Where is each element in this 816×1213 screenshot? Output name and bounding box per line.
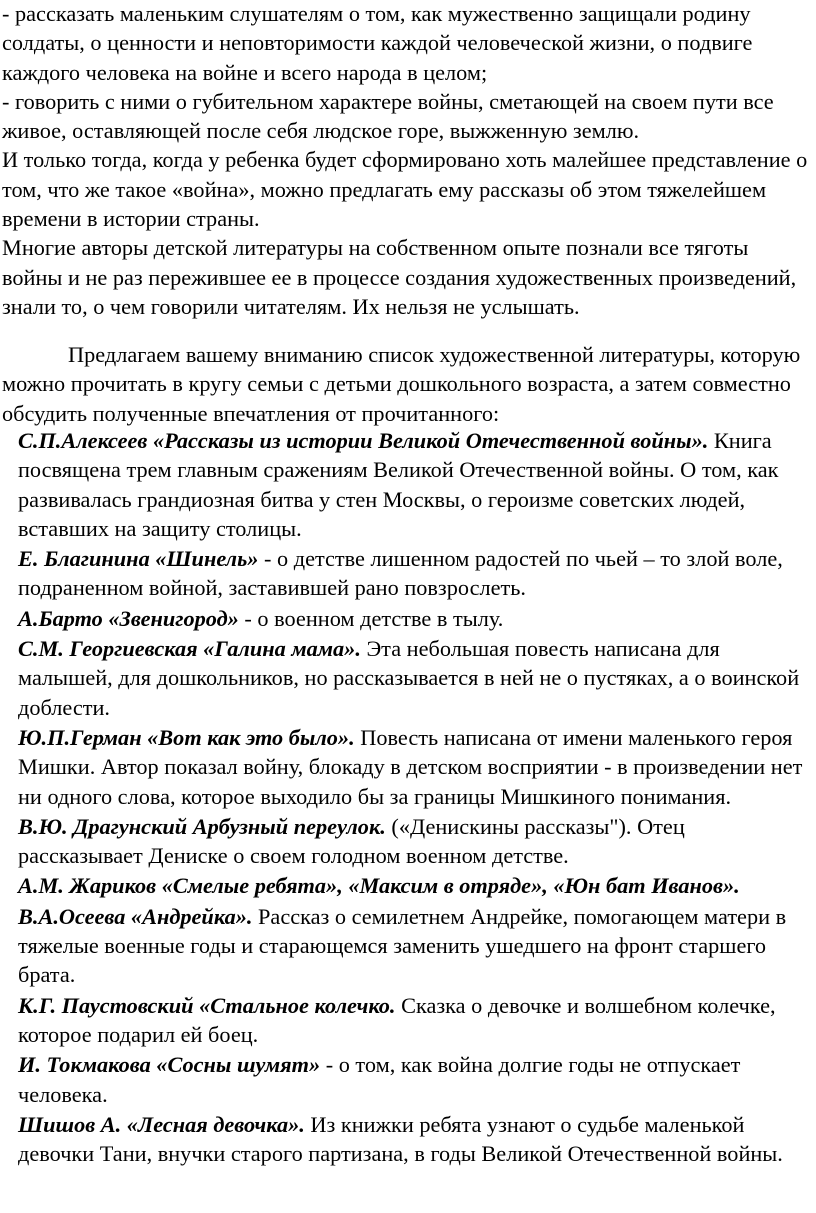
book-title: Шишов А. «Лесная девочка». [18, 1111, 305, 1137]
book-description: Сказка о девочке и волшебном колечке, которое подарил ей боец. [18, 992, 776, 1047]
book-description: («Денискины рассказы"). Отец рассказывает Дениске о своем голодном военном детстве. [18, 813, 685, 869]
book-title: В.А.Осеева «Андрейка». [18, 903, 253, 929]
book-entry [18, 812, 814, 871]
book-description: Рассказ о семилетнем Андрейке, помогающем матери в тяжелые военные годы и старающемся заменить ушедшего на фронт старшего брата. [18, 903, 787, 988]
book-entry [18, 426, 814, 543]
book-description: - о том, как война долгие годы не отпускает человека. [18, 1052, 741, 1107]
book-description: Из книжки ребята узнают о судьбе маленькой девочки Тани, внучки старого партизана, в годы Великой Отечественной войны. [18, 1111, 783, 1167]
intro-paragraph-1: - рассказать маленьким слушателям о том, как мужественно защищали родину солдаты, о ценности и неповторимости каждой человеческой жизни, о подвиге каждого человека на войне и всего народа в целом; [2, 1, 753, 85]
book-entry [18, 1110, 814, 1169]
lead-paragraph: Предлагаем вашему вниманию список художественной литературы, которую можно прочитать в кругу семьи с детьми дошкольного возраста, а затем совместно обсудить полученные впечатления от прочитанного: [2, 342, 801, 426]
book-title: И. Токмакова «Сосны шумят» [18, 1052, 321, 1078]
book-description: Эта небольшая повесть написана для малышей, для дошкольников, но рассказывается в ней не о пустяках, а о воинской доблести. [18, 636, 800, 720]
book-title: Ю.П.Герман «Вот как это было». [18, 724, 355, 750]
book-title: А.М. Жариков «Смелые ребята», «Максим в отряде», «Юн бат Иванов». [18, 873, 740, 899]
book-list [18, 426, 814, 1169]
book-entry [18, 871, 814, 900]
book-entry [18, 634, 814, 722]
intro-paragraph-2: - говорить с ними о губительном характере войны, сметающей на своем пути все живое, оставляющей после себя людское горе, выжженную землю. [2, 88, 774, 144]
book-description: Повесть написана от имени маленького героя Мишки. Автор показал войну, блокаду в детском восприятии - в произведении нет ни одного слова, которое выходило бы за границы Мишкиного понимания. [18, 724, 803, 809]
book-entry [18, 723, 814, 811]
book-entry [18, 544, 814, 603]
book-entry [18, 604, 814, 633]
book-description: Книга посвящена трем главным сражениям Великой Отечественной войны. О том, как развивалась грандиозная битва у стен Москвы, о героизме советских людей, вставших на защиту столицы. [18, 428, 779, 541]
book-entry [18, 991, 814, 1050]
book-description: - о военном детстве в тылу. [238, 605, 504, 631]
intro-section [2, 0, 814, 321]
book-title: Е. Благинина «Шинель» [18, 546, 259, 572]
book-title: А.Барто «Звенигород» [18, 605, 239, 631]
book-entry [18, 1050, 814, 1109]
book-title: С.М. Георгиевская «Галина мама». [18, 636, 361, 662]
book-title: С.П.Алексеев «Рассказы из истории Великой Отечественной войны». [18, 428, 709, 453]
intro-paragraph-4: Многие авторы детской литературы на собственном опыте познали все тяготы войны и не раз пережившее ее в процессе создания художественных произведений, знали то, о чем говорили читателям. Их нельзя не услышать. [2, 235, 797, 319]
book-title: К.Г. Паустовский «Стальное колечко. [18, 992, 396, 1018]
intro-paragraph-3: И только тогда, когда у ребенка будет сформировано хоть малейшее представление о том, что же такое «война», можно предлагать ему рассказы об этом тяжелейшем времени в истории страны. [2, 147, 808, 232]
book-entry [18, 902, 814, 990]
book-description: - о детстве лишенном радостей по чьей – то злой воле, подраненном войной, заставившей рано повзрослеть. [18, 546, 783, 601]
lead-section [2, 340, 802, 428]
book-title: В.Ю. Драгунский Арбузный переулок. [18, 813, 386, 839]
